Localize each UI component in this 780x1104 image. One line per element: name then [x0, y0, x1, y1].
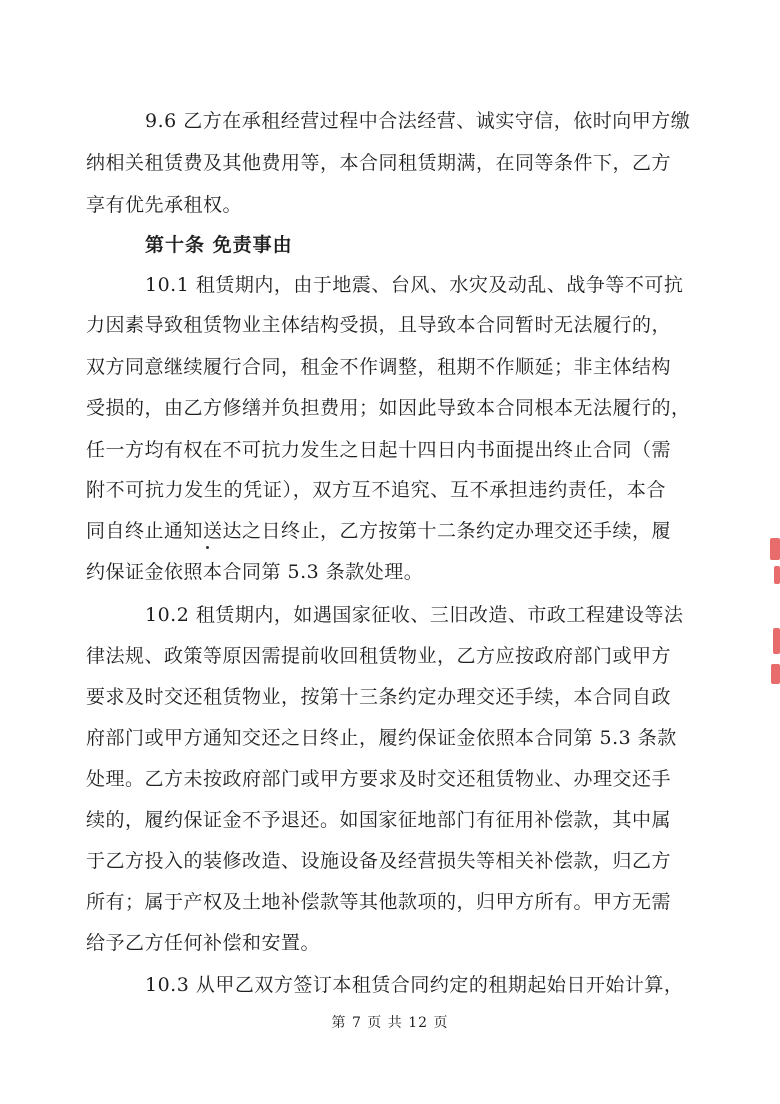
text-line: 处理。乙方未按政府部门或甲方要求及时交还租赁物业、办理交还手	[86, 768, 672, 790]
text-line: 力因素导致租赁物业主体结构受损，且导致本合同暂时无法履行的，	[86, 314, 672, 336]
text-line: 律法规、政策等原因需提前收回租赁物业，乙方应按政府部门或甲方	[86, 645, 672, 667]
text-line: 府部门或甲方通知交还之日终止，履约保证金依照本合同第 5.3 条款	[86, 727, 677, 749]
text-line: 享有优先承租权。	[86, 194, 243, 216]
seal-edge-mark	[770, 538, 780, 560]
seal-edge-mark	[771, 664, 780, 684]
text-line: 10.1 租赁期内，由于地震、台风、水灾及动乱、战争等不可抗	[145, 274, 684, 296]
text-line: 任一方均有权在不可抗力发生之日起十四日内书面提出终止合同（需	[86, 439, 672, 461]
text-line: 续的，履约保证金不予退还。如国家征地部门有征用补偿款，其中属	[86, 809, 672, 831]
page-footer: 第 7 页 共 12 页	[331, 1015, 449, 1031]
seal-edge-mark	[773, 628, 780, 654]
text-line: 附不可抗力发生的凭证），双方互不追究、互不承担违约责任，本合	[86, 479, 666, 501]
text-line: 双方同意继续履行合同，租金不作调整，租期不作顺延；非主体结构	[86, 356, 672, 378]
text-line: 同自终止通知送达之日终止，乙方按第十二条约定办理交还手续，履	[86, 520, 672, 542]
text-line: 约保证金依照本合同第 5.3 条款处理。	[86, 561, 424, 583]
text-line: 受损的，由乙方修缮并负担费用；如因此导致本合同根本无法履行的，	[86, 397, 691, 419]
text-line: 给予乙方任何补偿和安置。	[86, 932, 321, 954]
section-heading: 第十条 免责事由	[145, 234, 293, 256]
seal-edge-mark	[774, 566, 780, 584]
scan-speck	[206, 546, 209, 549]
text-line: 纳相关租赁费及其他费用等，本合同租赁期满，在同等条件下，乙方	[86, 152, 672, 174]
text-line: 要求及时交还租赁物业，按第十三条约定办理交还手续，本合同自政	[86, 686, 672, 708]
text-line: 于乙方投入的装修改造、设施设备及经营损失等相关补偿款，归乙方	[86, 850, 672, 872]
text-line: 所有；属于产权及土地补偿款等其他款项的，归甲方所有。甲方无需	[86, 891, 672, 913]
text-line: 10.3 从甲乙双方签订本租赁合同约定的租期起始日开始计算，	[145, 974, 684, 996]
text-line: 9.6 乙方在承租经营过程中合法经营、诚实守信，依时向甲方缴	[145, 110, 691, 132]
text-line: 10.2 租赁期内，如遇国家征收、三旧改造、市政工程建设等法	[145, 604, 684, 626]
